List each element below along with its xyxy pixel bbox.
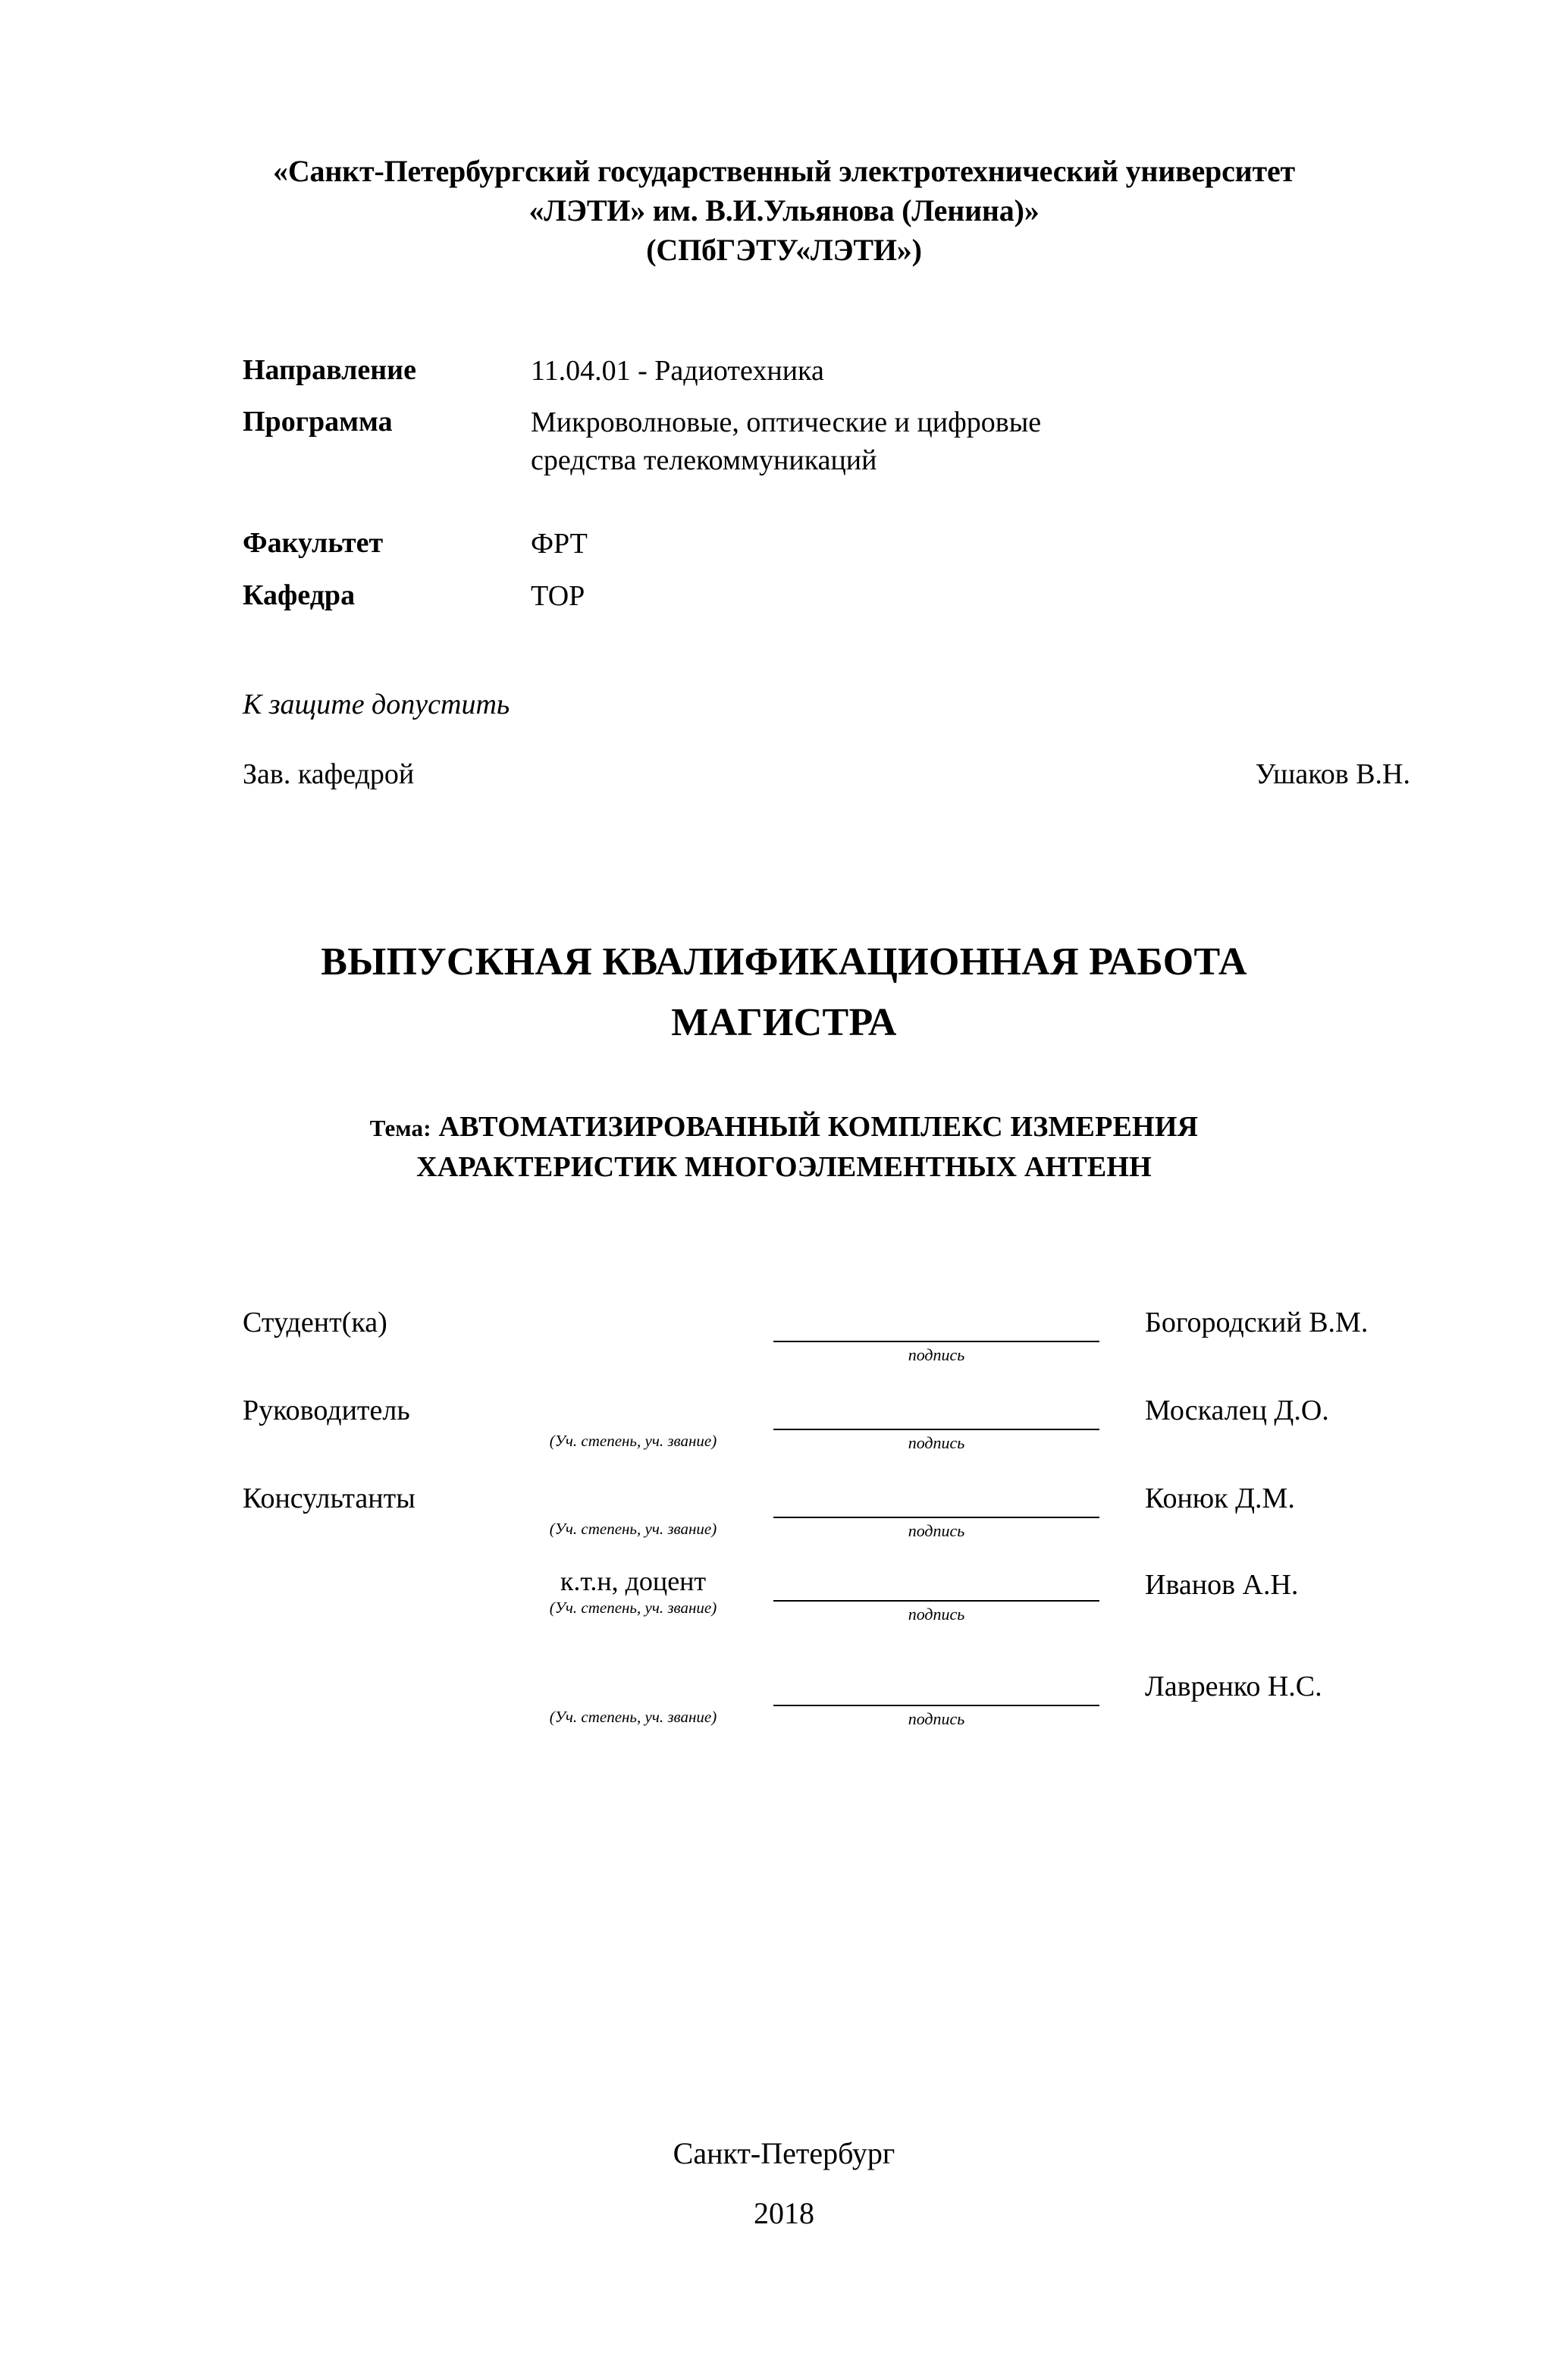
signature-degree-consultant-2: к.т.н, доцент [560,1566,707,1597]
field-row-direction [243,352,1432,390]
thesis-theme [136,1107,1432,1188]
program-value [531,403,1041,479]
head-of-department-name: Ушаков В.Н. [1255,758,1410,790]
signature-role-consultants: Консультанты [243,1483,416,1515]
document-title [136,932,1432,1054]
direction-label: Направление [243,354,416,386]
university-header [136,152,1432,270]
theme-prefix-label: Тема: [369,1114,431,1141]
document-footer [0,2135,1568,2231]
direction-value: 11.04.01 - Радиотехника [531,355,824,387]
footer-city: Санкт-Петербург [673,2136,895,2170]
signature-name-consultant-2: Иванов А.Н. [1145,1569,1299,1602]
field-spacer [243,493,1432,525]
field-row-faculty [243,525,1432,563]
document-page [0,152,1568,2369]
university-name-line-1: «Санкт-Петербургский государственный электротехнический университет [273,154,1295,188]
university-name-line-2: «ЛЭТИ» им. В.И.Ульянова (Ленина)» [528,193,1040,227]
signature-degree-hint-supervisor: (Уч. степень, уч. звание) [549,1432,717,1451]
university-abbreviation: (СПбГЭТУ«ЛЭТИ») [646,233,922,267]
signature-line-consultant-2[interactable] [773,1600,1099,1602]
footer-year: 2018 [754,2196,814,2230]
signature-row-consultant-1 [243,1477,1416,1565]
signature-degree-hint-consultant-1: (Уч. степень, уч. звание) [549,1520,717,1539]
signature-caption-consultant-2: подпись [908,1605,965,1624]
signature-caption-consultant-3: подпись [908,1709,965,1729]
signature-caption-consultant-1: подпись [908,1521,965,1541]
theme-text-line-1: АВТОМАТИЗИРОВАННЫЙ КОМПЛЕКС ИЗМЕРЕНИЯ [438,1110,1199,1143]
document-title-line-2: МАГИСТРА [671,1001,897,1045]
department-value: ТОР [531,579,585,612]
signature-degree-hint-consultant-3: (Уч. степень, уч. звание) [549,1708,717,1727]
signature-name-supervisor: Москалец Д.О. [1145,1395,1329,1427]
approval-head-row [243,758,1432,791]
signature-line-supervisor[interactable] [773,1429,1099,1430]
document-title-line-1: ВЫПУСКНАЯ КВАЛИФИКАЦИОННАЯ РАБОТА [321,940,1247,984]
signature-caption-supervisor: подпись [908,1433,965,1453]
signature-row-consultant-3 [243,1653,1416,1741]
signature-role-student: Студент(ка) [243,1307,387,1339]
field-row-program [243,403,1432,479]
signature-name-consultant-1: Конюк Д.М. [1145,1483,1295,1515]
signature-row-consultant-2 [243,1565,1416,1653]
thesis-theme-line-1 [182,1107,1386,1147]
signature-block [136,1301,1432,1741]
faculty-value: ФРТ [531,528,588,560]
signature-line-consultant-3[interactable] [773,1705,1099,1706]
signature-row-supervisor [243,1389,1416,1477]
program-details [136,352,1432,615]
faculty-label: Факультет [243,527,384,560]
program-label: Программа [243,406,393,438]
signature-line-student[interactable] [773,1341,1099,1342]
signature-name-student: Богородский В.М. [1145,1307,1369,1339]
head-of-department-label: Зав. кафедрой [243,758,415,790]
theme-text-line-2: ХАРАКТЕРИСТИК МНОГОЭЛЕМЕНТНЫХ АНТЕНН [416,1151,1152,1184]
signature-role-supervisor: Руководитель [243,1395,410,1427]
signature-row-student [243,1301,1416,1389]
program-value-line-2: средства телекоммуникаций [531,444,877,477]
approval-block [136,688,1432,791]
signature-line-consultant-1[interactable] [773,1517,1099,1518]
signature-caption-student: подпись [908,1345,965,1365]
field-row-department [243,577,1432,615]
approval-note: К защите допустить [243,688,510,720]
program-value-line-1: Микроволновые, оптические и цифровые [531,406,1042,439]
signature-degree-hint-consultant-2: (Уч. степень, уч. звание) [549,1599,717,1618]
signature-name-consultant-3: Лавренко Н.С. [1145,1671,1322,1703]
department-label: Кафедра [243,579,356,611]
